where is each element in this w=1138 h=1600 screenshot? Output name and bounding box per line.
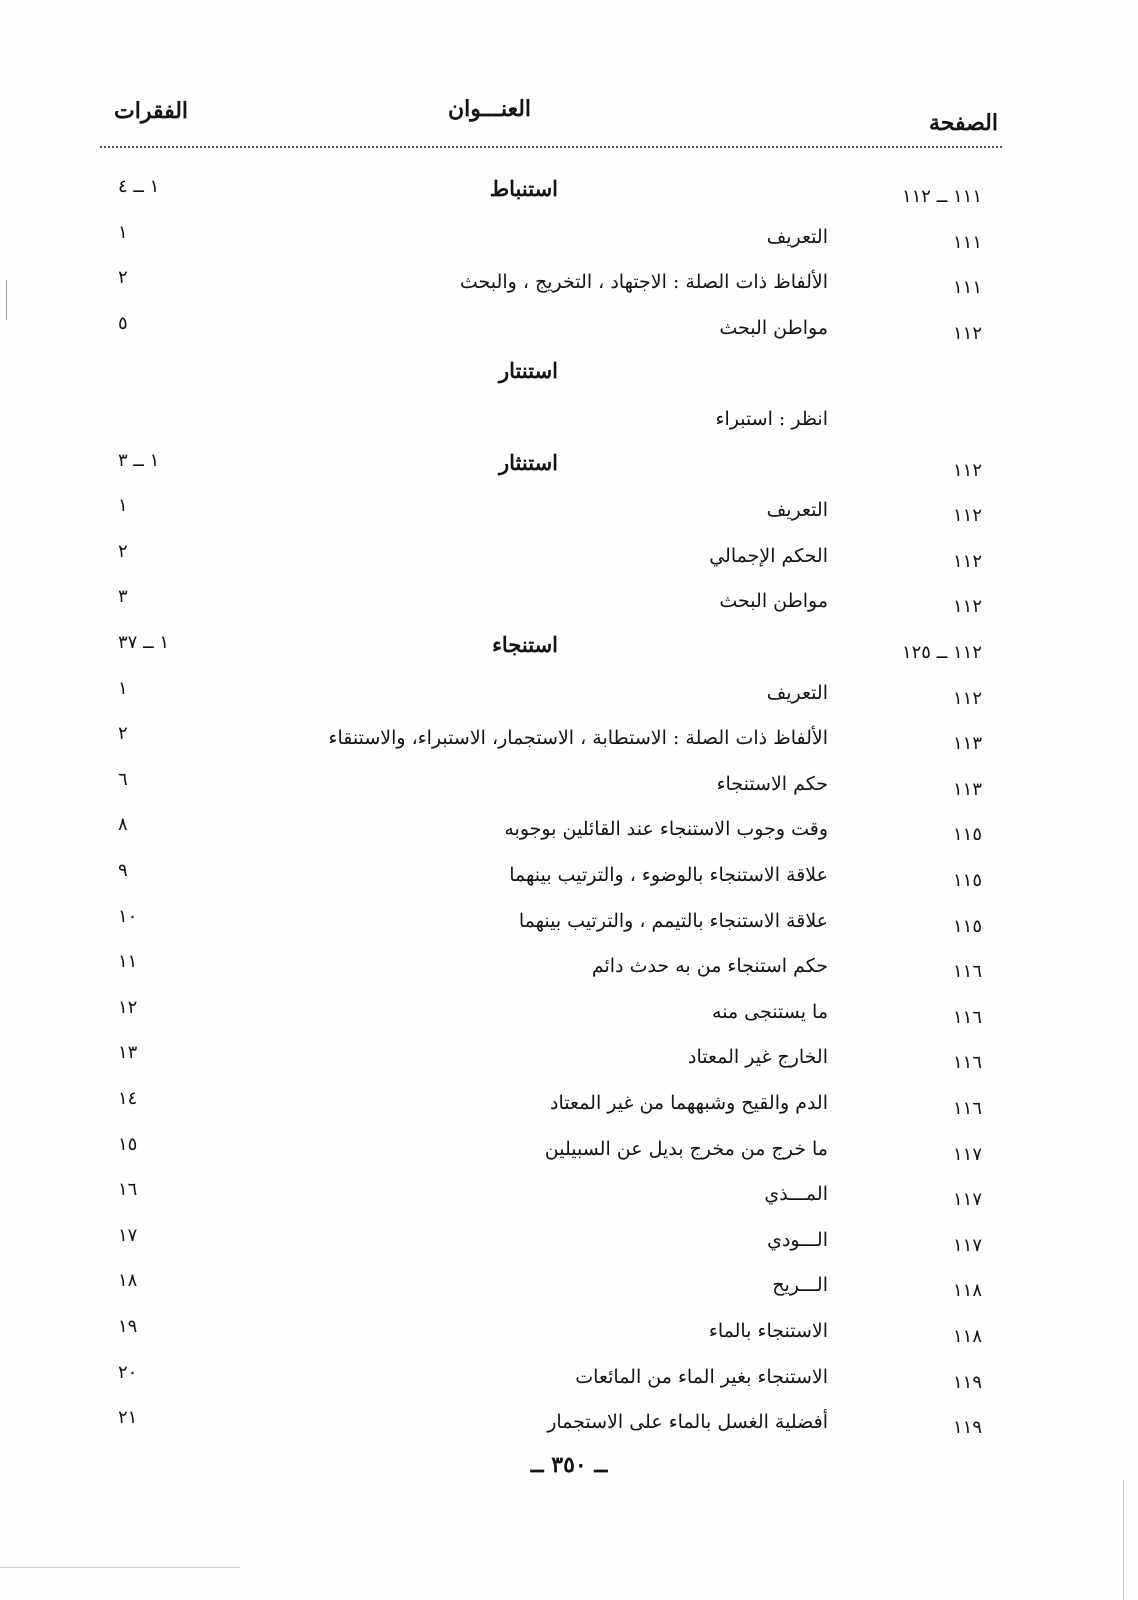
entry-row [0, 723, 1138, 767]
entry-row [0, 1407, 1138, 1451]
entry-title: حكم استنجاء من به حدث دائم [591, 955, 828, 977]
header-page: الصفحة [928, 110, 998, 136]
page-cell: ١١٩ [952, 1372, 982, 1393]
entry-row [0, 541, 1138, 585]
entry-row [0, 1042, 1138, 1086]
entry-title: الاستنجاء بالماء [708, 1320, 828, 1342]
page-cell: ١١٢ ــ ١٢٥ [901, 642, 982, 663]
entry-row [0, 586, 1138, 630]
page-cell: ١١٢ [952, 551, 982, 572]
page-cell: ١١١ [952, 277, 982, 298]
entry-title: الألفاظ ذات الصلة : الاجتهاد ، التخريج ، والبحث [459, 271, 828, 293]
entry-title: مواطن البحث [719, 590, 828, 612]
page-cell: ١١٢ [952, 505, 982, 526]
entry-title: الخارج غير المعتاد [688, 1046, 828, 1068]
section-row [0, 358, 1138, 402]
paragraph-cell: ١ [118, 222, 128, 243]
entry-title: الحكم الإجمالي [709, 545, 828, 567]
paragraph-cell: ١ ــ ٣٧ [118, 632, 170, 653]
entry-title: مواطن البحث [719, 317, 828, 339]
paragraph-cell: ١٦ [118, 1179, 138, 1200]
entry-title: الـــودي [767, 1229, 828, 1251]
section-title: استنثار [499, 450, 558, 475]
page-cell: ١١٢ [952, 688, 982, 709]
page-cell: ١١٣ [952, 733, 982, 754]
paragraph-cell: ٢ [118, 267, 128, 288]
entry-title: التعريف [766, 499, 828, 521]
entry-title: ما يستنجى منه [712, 1001, 828, 1023]
page-cell: ١١٧ [952, 1144, 982, 1165]
entry-row [0, 495, 1138, 539]
page-cell: ١١٦ [952, 1007, 982, 1028]
entry-row [0, 951, 1138, 995]
paragraph-cell: ٨ [118, 814, 128, 835]
paragraph-cell: ٢ [118, 723, 128, 744]
entry-title: علاقة الاستنجاء بالوضوء ، والترتيب بينهما [509, 864, 828, 886]
page-cell: ١١٦ [952, 1098, 982, 1119]
section-title: استنجاء [492, 632, 558, 657]
entry-title: الدم والقيح وشبههما من غير المعتاد [550, 1092, 828, 1114]
entry-title: انظر : استبراء [715, 408, 828, 430]
entry-title: الـــريح [772, 1274, 828, 1296]
entry-title: علاقة الاستنجاء بالتيمم ، والترتيب بينهما [518, 910, 828, 932]
entry-title: ما خرج من مخرج بديل عن السبيلين [544, 1138, 828, 1160]
entry-row [0, 997, 1138, 1041]
section-title: استنباط [489, 176, 558, 201]
page-cell: ١١٢ [952, 596, 982, 617]
entry-row [0, 1088, 1138, 1132]
page-cell: ١١٦ [952, 961, 982, 982]
page-cell: ١١٧ [952, 1189, 982, 1210]
header-divider [100, 146, 1002, 148]
page-number: ــ ٣٥٠ ــ [530, 1452, 608, 1478]
paragraph-cell: ١٠ [118, 906, 138, 927]
entry-row [0, 1179, 1138, 1223]
entry-title: الاستنجاء بغير الماء من المائعات [575, 1366, 828, 1388]
entry-title: التعريف [766, 226, 828, 248]
paragraph-cell: ٩ [118, 860, 128, 881]
page-cell: ١١٥ [952, 916, 982, 937]
entry-title: المـــذي [764, 1183, 828, 1205]
paragraph-cell: ٢١ [118, 1407, 138, 1428]
paragraph-cell: ١ ــ ٤ [118, 176, 160, 197]
entry-title: الألفاظ ذات الصلة : الاستطابة ، الاستجمار، الاستبراء، والاستنقاء [328, 727, 828, 749]
page-cell: ١١١ [952, 232, 982, 253]
entry-row [0, 1134, 1138, 1178]
paragraph-cell: ٢ [118, 541, 128, 562]
table-header [100, 96, 1012, 144]
page-cell: ١١٢ [952, 460, 982, 481]
section-title: استنتار [499, 358, 558, 383]
paragraph-cell: ١٧ [118, 1225, 138, 1246]
entry-row [0, 678, 1138, 722]
entry-row [0, 1316, 1138, 1360]
paragraph-cell: ١ [118, 678, 128, 699]
page-cell: ١١٦ [952, 1052, 982, 1073]
paragraph-cell: ٥ [118, 313, 128, 334]
entry-row [0, 313, 1138, 357]
paragraph-cell: ١٤ [118, 1088, 138, 1109]
paragraph-cell: ١٨ [118, 1270, 138, 1291]
entry-title: أفضلية الغسل بالماء على الاستجمار [547, 1411, 828, 1433]
section-row [0, 632, 1138, 676]
entry-title: حكم الاستنجاء [716, 773, 828, 795]
page-cell: ١١٩ [952, 1417, 982, 1438]
paragraph-cell: ١ [118, 495, 128, 516]
header-paragraphs: الفقرات [114, 98, 189, 124]
paragraph-cell: ٣ [118, 586, 128, 607]
paragraph-cell: ٢٠ [118, 1362, 138, 1383]
page-cell: ١١٨ [952, 1326, 982, 1347]
page-cell: ١١٨ [952, 1280, 982, 1301]
header-title: العنـــوان [448, 96, 532, 122]
page-cell: ١١٢ [952, 323, 982, 344]
entry-row [0, 404, 1138, 448]
paragraph-cell: ١١ [118, 951, 138, 972]
entry-row [0, 267, 1138, 311]
page-cell: ١١٥ [952, 824, 982, 845]
page-cell: ١١٣ [952, 779, 982, 800]
entry-row [0, 906, 1138, 950]
paragraph-cell: ١٣ [118, 1042, 138, 1063]
paragraph-cell: ١٢ [118, 997, 138, 1018]
page-cell: ١١٥ [952, 870, 982, 891]
page-cell: ١١٧ [952, 1235, 982, 1256]
entry-row [0, 860, 1138, 904]
entry-row [0, 814, 1138, 858]
scan-edge-mark [1123, 1480, 1124, 1600]
entry-title: التعريف [766, 682, 828, 704]
section-row [0, 450, 1138, 494]
page-cell: ١١١ ــ ١١٢ [901, 186, 982, 207]
entry-row [0, 1225, 1138, 1269]
entry-row [0, 1270, 1138, 1314]
entry-row [0, 222, 1138, 266]
scan-edge-mark [0, 1567, 240, 1568]
paragraph-cell: ١٩ [118, 1316, 138, 1337]
paragraph-cell: ٦ [118, 769, 128, 790]
section-row [0, 176, 1138, 220]
entry-row [0, 1362, 1138, 1406]
entry-title: وقت وجوب الاستنجاء عند القائلين بوجوبه [504, 818, 828, 840]
entry-row [0, 769, 1138, 813]
paragraph-cell: ١ ــ ٣ [118, 450, 160, 471]
paragraph-cell: ١٥ [118, 1134, 138, 1155]
